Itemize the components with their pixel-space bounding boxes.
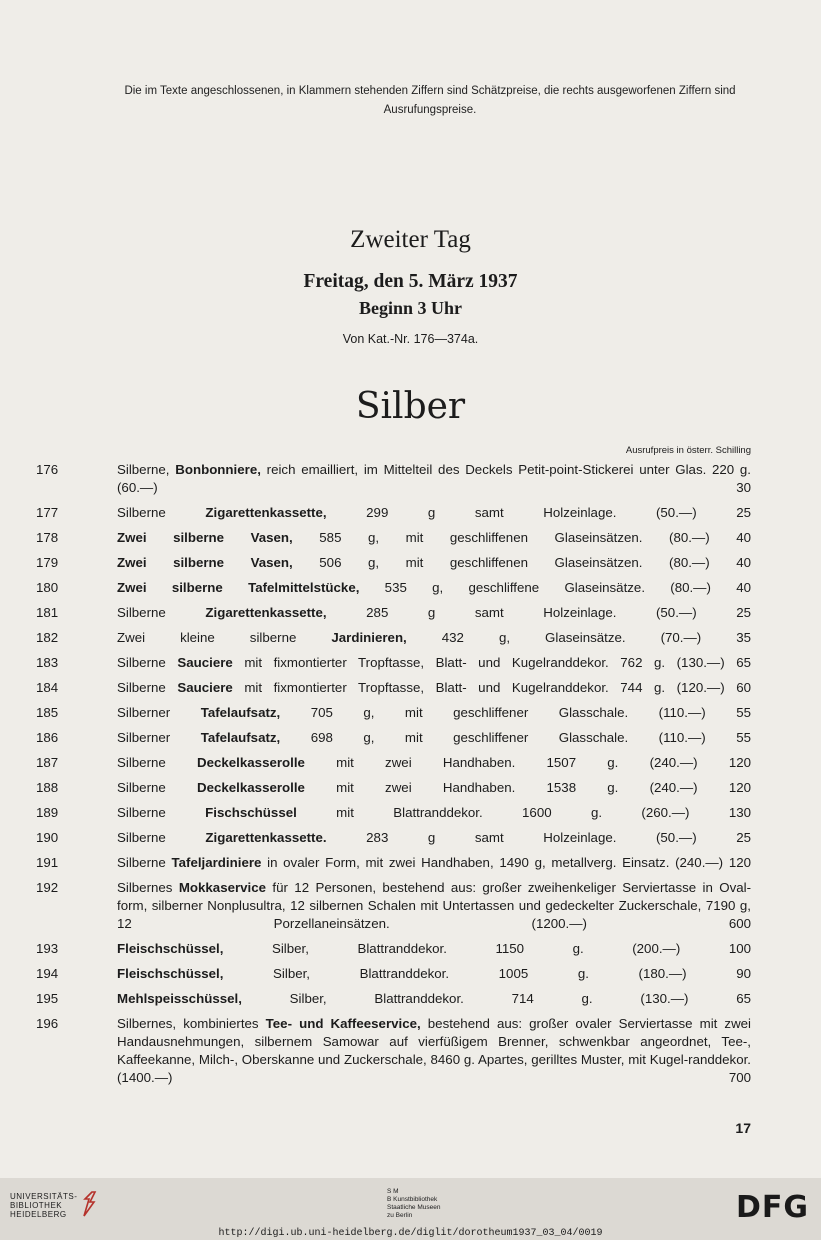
lot-text-prefix: Silbernes, kombiniertes	[117, 1016, 259, 1031]
lot-details: bestehend aus: großer ovaler Serviertasse mit zwei Handausnehmungen, silbernem Samowar auf vierfüßigem Brenner, schwenkbar angeordnet, Tee-, Kaffeekanne, Milch-, Oberskanne und Zuckerschale, 8460 g. Apartes, gerilltes Muster, mit Kugel-randdekor. (1400.—)	[117, 1016, 752, 1085]
lot-details: 585 g, mit geschliffenen Glaseinsätzen. (80.—)	[319, 530, 710, 545]
lot-row	[0, 940, 821, 958]
lot-number: 192	[36, 880, 59, 895]
lot-object-name: Tee- und Kaffeeservice,	[265, 1016, 421, 1031]
lot-description	[117, 879, 751, 933]
date-heading: Freitag, den 5. März 1937	[303, 271, 518, 292]
lot-starting-price: 120	[728, 855, 752, 870]
lot-text-prefix: Silberne	[117, 655, 166, 670]
lot-description	[117, 965, 751, 983]
lot-starting-price: 40	[736, 530, 751, 545]
lot-details: 299 g samt Holzeinlage. (50.—)	[366, 505, 697, 520]
lot-details: 705 g, mit geschliffener Glasschale. (110.—)	[310, 705, 706, 720]
lot-description	[117, 1015, 751, 1087]
lot-details: 535 g, geschliffene Glaseinsätze. (80.—)	[384, 580, 711, 595]
page-number: 17	[735, 1120, 751, 1136]
lot-number: 190	[36, 830, 59, 845]
lot-object-name: Jardinieren,	[331, 630, 407, 645]
lot-object-name: Deckelkasserolle	[197, 755, 305, 770]
lot-text-prefix: Silberne	[117, 780, 166, 795]
lot-number: 186	[36, 730, 59, 745]
lot-starting-price: 120	[728, 780, 751, 795]
price-column-note: Ausrufpreis in österr. Schilling	[625, 445, 751, 456]
lot-text-prefix: Silberne	[117, 680, 166, 695]
lot-object-name: Mehlspeisschüssel,	[117, 991, 242, 1006]
lot-starting-price: 60	[736, 680, 751, 695]
lot-starting-price: 600	[728, 916, 752, 931]
lot-details: mit zwei Handhaben. 1507 g. (240.—)	[336, 755, 698, 770]
lot-object-name: Sauciere	[177, 680, 233, 695]
lot-details: 283 g samt Holzeinlage. (50.—)	[366, 830, 697, 845]
lot-object-name: Fleischschüssel,	[117, 941, 224, 956]
lot-starting-price: 100	[728, 941, 751, 956]
lot-description	[117, 579, 751, 597]
lot-number: 182	[36, 630, 59, 645]
lot-description	[117, 729, 751, 747]
lot-row	[0, 461, 821, 497]
lot-description	[117, 554, 751, 572]
lot-object-name: Zwei silberne Vasen,	[117, 530, 293, 545]
lot-details: in ovaler Form, mit zwei Handhaben, 1490 g, metallverg. Einsatz. (240.—)	[267, 855, 724, 870]
lot-description	[117, 654, 751, 672]
lot-row	[0, 629, 821, 647]
catalog-range: Von Kat.-Nr. 176—374a.	[342, 332, 479, 346]
permalink-url[interactable]: http://digi.ub.uni-heidelberg.de/diglit/dorotheum1937_03_04/0019	[218, 1228, 603, 1239]
lot-description	[117, 829, 751, 847]
lot-row	[0, 779, 821, 797]
lot-details: Silber, Blattranddekor. 714 g. (130.—)	[289, 991, 689, 1006]
lot-row	[0, 754, 821, 772]
lot-row	[0, 704, 821, 722]
lot-row	[0, 804, 821, 822]
lot-row	[0, 990, 821, 1008]
lot-starting-price: 30	[736, 480, 751, 495]
lot-starting-price: 25	[736, 830, 752, 845]
lot-number: 179	[36, 555, 59, 570]
lot-description	[117, 854, 751, 872]
day-heading: Zweiter Tag	[350, 226, 471, 253]
lot-details: Silber, Blattranddekor. 1005 g. (180.—)	[273, 966, 687, 981]
lot-starting-price: 65	[736, 655, 751, 670]
lot-number: 177	[36, 505, 59, 520]
lot-details: mit fixmontierter Tropftasse, Blatt- und Kugelranddekor. 762 g. (130.—)	[244, 655, 725, 670]
lot-description	[117, 461, 751, 497]
lot-object-name: Tafeljardiniere	[171, 855, 262, 870]
lot-number: 187	[36, 755, 59, 770]
section-title: Silber	[355, 386, 466, 427]
lot-row	[0, 879, 821, 933]
lot-object-name: Zigarettenkassette,	[205, 605, 327, 620]
lot-description	[117, 804, 751, 822]
lot-object-name: Bonbonniere,	[175, 462, 261, 477]
lot-details: reich emailliert, im Mittelteil des Deckels Petit-point-Stickerei unter Glas. 220 g. (60.—)	[117, 462, 752, 495]
lot-number: 180	[36, 580, 59, 595]
lot-starting-price: 55	[736, 705, 751, 720]
lot-text-prefix: Silbernes	[117, 880, 173, 895]
lot-object-name: Tafelaufsatz,	[200, 705, 281, 720]
dfg-logo: DFG	[735, 1190, 809, 1225]
lot-number: 181	[36, 605, 59, 620]
lot-row	[0, 654, 821, 672]
lot-description	[117, 629, 751, 647]
lot-row	[0, 829, 821, 847]
lot-object-name: Zigarettenkassette.	[205, 830, 327, 845]
smb-kunstbibliothek-logo: S M B Kunstbibliothek Staatliche Museen zu Berlin	[387, 1188, 441, 1219]
scan-footer	[0, 1178, 821, 1240]
lot-starting-price: 65	[736, 991, 751, 1006]
lot-number: 183	[36, 655, 59, 670]
intro-note: Die im Texte angeschlossenen, in Klammern stehenden Ziffern sind Schätzpreise, die rechts ausgeworfenen Ziffern sind Ausrufungspreise.	[124, 85, 736, 116]
lot-number: 178	[36, 530, 59, 545]
lot-object-name: Mokkaservice	[178, 880, 267, 895]
lot-description	[117, 604, 751, 622]
lot-text-prefix: Silberne	[117, 830, 166, 845]
lot-starting-price: 90	[736, 966, 751, 981]
university-library-logo: UNIVERSITÄTS- BIBLIOTHEK HEIDELBERG	[10, 1192, 78, 1219]
lot-row	[0, 965, 821, 983]
lot-object-name: Tafelaufsatz,	[200, 730, 281, 745]
lot-object-name: Fleischschüssel,	[117, 966, 224, 981]
lot-description	[117, 529, 751, 547]
lot-row	[0, 554, 821, 572]
lot-details: mit Blattranddekor. 1600 g. (260.—)	[336, 805, 690, 820]
lot-row	[0, 604, 821, 622]
lot-description	[117, 704, 751, 722]
lot-row	[0, 504, 821, 522]
lot-object-name: Fischschüssel	[205, 805, 297, 820]
lot-number: 176	[36, 462, 59, 477]
lot-number: 185	[36, 705, 59, 720]
lot-number: 184	[36, 680, 59, 695]
lot-row	[0, 679, 821, 697]
lot-object-name: Deckelkasserolle	[197, 780, 305, 795]
lot-row	[0, 729, 821, 747]
lot-text-prefix: Silberner	[117, 705, 171, 720]
lot-number: 196	[36, 1016, 59, 1031]
lot-details: 506 g, mit geschliffenen Glaseinsätzen. (80.—)	[319, 555, 710, 570]
begin-heading: Beginn 3 Uhr	[358, 298, 463, 318]
lot-starting-price: 25	[736, 605, 752, 620]
lot-starting-price: 35	[736, 630, 752, 645]
lot-details: 432 g, Glaseinsätze. (70.—)	[441, 630, 702, 645]
lot-number: 194	[36, 966, 59, 981]
lot-number: 193	[36, 941, 59, 956]
lot-starting-price: 120	[728, 755, 751, 770]
lot-object-name: Zwei silberne Vasen,	[117, 555, 293, 570]
lot-list	[0, 461, 821, 1087]
lot-object-name: Sauciere	[177, 655, 233, 670]
lot-number: 195	[36, 991, 59, 1006]
lot-description	[117, 754, 751, 772]
lot-object-name: Zwei silberne Tafelmittelstücke,	[117, 580, 360, 595]
lot-details: für 12 Personen, bestehend aus: großer zweihenkeliger Serviertasse in Oval-form, silberner Nonplusultra, 12 silbernen Schalen mit Untertassen und gedeckelter Zuckerschale, 7190 g, 12 Porzellaneinsätzen. (1200.—)	[117, 880, 751, 931]
lot-text-prefix: Silberne	[117, 855, 166, 870]
lot-description	[117, 679, 751, 697]
lot-details: mit fixmontierter Tropftasse, Blatt- und Kugelranddekor. 744 g. (120.—)	[244, 680, 725, 695]
lot-text-prefix: Zwei kleine silberne	[117, 630, 297, 645]
lot-starting-price: 40	[736, 580, 751, 595]
lot-starting-price: 55	[736, 730, 751, 745]
lot-description	[117, 940, 751, 958]
lot-row	[0, 854, 821, 872]
lot-details: mit zwei Handhaben. 1538 g. (240.—)	[336, 780, 698, 795]
lot-details: 285 g samt Holzeinlage. (50.—)	[366, 605, 697, 620]
lot-number: 188	[36, 780, 59, 795]
lot-description	[117, 504, 751, 522]
lot-text-prefix: Silberne	[117, 505, 166, 520]
lot-details: 698 g, mit geschliffener Glasschale. (110.—)	[310, 730, 706, 745]
lot-object-name: Zigarettenkassette,	[205, 505, 327, 520]
lot-text-prefix: Silberne	[117, 805, 166, 820]
lot-row	[0, 529, 821, 547]
lot-number: 191	[36, 855, 59, 870]
lot-text-prefix: Silberne,	[117, 462, 170, 477]
lot-details: Silber, Blattranddekor. 1150 g. (200.—)	[271, 941, 681, 956]
lot-text-prefix: Silberne	[117, 605, 166, 620]
lot-description	[117, 990, 751, 1008]
lot-row	[0, 579, 821, 597]
lot-starting-price: 25	[736, 505, 752, 520]
lot-starting-price: 700	[728, 1070, 751, 1085]
lot-row	[0, 1015, 821, 1087]
heidelberg-emblem-icon	[80, 1190, 98, 1218]
lot-starting-price: 40	[736, 555, 751, 570]
lot-starting-price: 130	[728, 805, 751, 820]
lot-text-prefix: Silberner	[117, 730, 171, 745]
lot-number: 189	[36, 805, 59, 820]
lot-description	[117, 779, 751, 797]
lot-text-prefix: Silberne	[117, 755, 166, 770]
